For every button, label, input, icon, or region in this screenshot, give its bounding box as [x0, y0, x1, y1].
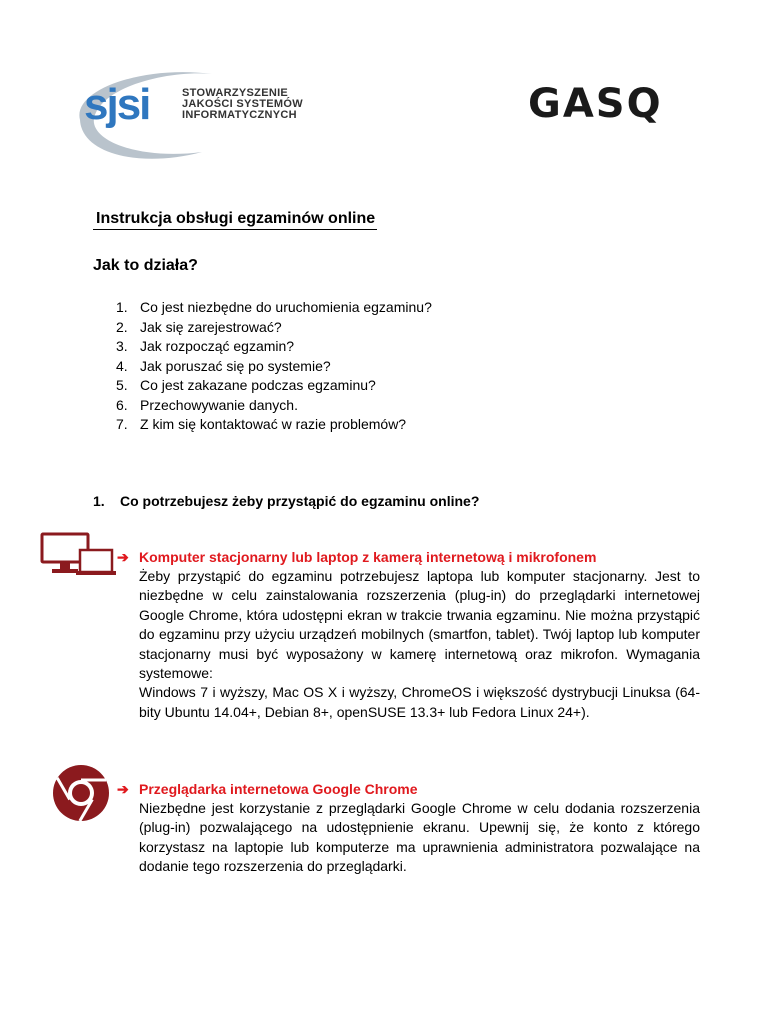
gasq-logo: GASQ — [528, 81, 663, 127]
toc-item-number: 4. — [116, 357, 128, 374]
arrow-icon: ➔ — [117, 781, 129, 797]
toc-item — [116, 415, 432, 435]
toc-item-number: 5. — [116, 377, 128, 393]
question-heading — [93, 492, 479, 510]
toc-item-number: 7. — [116, 416, 128, 432]
toc-item-text: Co jest niezbędne do uruchomienia egzaminu? — [140, 299, 432, 315]
question-number: 1. — [93, 493, 105, 509]
section-title: Komputer stacjonarny lub laptop z kamerą internetową i mikrofonem — [139, 549, 597, 565]
toc-item-text: Przechowywanie danych. — [140, 396, 298, 413]
chrome-icon — [52, 764, 110, 822]
table-of-contents — [116, 298, 432, 435]
toc-item — [116, 396, 432, 416]
toc-item-text: Jak poruszać się po systemie? — [140, 357, 331, 374]
toc-item-text: Jak rozpocząć egzamin? — [140, 338, 295, 354]
toc-item — [116, 376, 432, 396]
sjsi-logo-line: STOWARZYSZENIE — [182, 87, 289, 99]
section-paragraph: Windows 7 i wyższy, Mac OS X i wyższy, ChromeOS i większość dystrybucji Linuksa (64-bity Ubuntu 14.04+, Debian 8+, openSUSE 13.3+ lub Fedora Linux 24+). — [139, 684, 700, 720]
toc-item-text: Z kim się kontaktować w razie problemów? — [140, 416, 407, 432]
section-title: Przeglądarka internetowa Google Chrome — [139, 781, 418, 797]
section-paragraph: Niezbędne jest korzystanie z przeglądarki Google Chrome w celu dodania rozszerzenia (plug-in) pozwalającego na udostępnienie ekranu. Upewnij się, że konto z którego korzystasz na laptopie lub komputerze ma uprawnienia administratora pozwalające na dodanie tego rozszerzenia do przeglądarki. — [139, 800, 700, 875]
sjsi-logo-line: JAKOŚCI SYSTEMÓW — [182, 98, 303, 110]
toc-item — [116, 337, 432, 357]
section-body — [139, 567, 700, 722]
section-heading: Jak to działa? — [93, 257, 198, 274]
desktop-laptop-icon — [40, 532, 118, 576]
toc-item — [116, 298, 432, 318]
toc-item — [116, 357, 432, 377]
sjsi-logo-mark: sjsi — [84, 80, 150, 129]
toc-item-number: 1. — [116, 299, 128, 315]
sjsi-logo-line: INFORMATYCZNYCH — [182, 109, 297, 121]
toc-item-text: Co jest zakazane podczas egzaminu? — [140, 377, 376, 393]
question-text: Co potrzebujesz żeby przystąpić do egzaminu online? — [120, 493, 480, 509]
toc-item-number: 6. — [116, 396, 128, 413]
section-paragraph: Żeby przystąpić do egzaminu potrzebujesz laptopa lub komputer stacjonarny. Jest to niezbędne w celu zainstalowania rozszerzenia (plug-in) do przeglądarki internetowej Google Chrome, która udostępni ekran w trakcie trwania egzaminu. Nie można przystąpić do egzaminu przy użyciu urządzeń mobilnych (smartfon, tablet). Twój laptop lub komputer stacjonarny musi być wyposażony w kamerę internetową oraz mikrofon. Wymagania systemowe: — [139, 568, 700, 682]
toc-item — [116, 318, 432, 338]
section-body — [139, 799, 700, 877]
sjsi-logo-text — [182, 88, 303, 121]
toc-item-number: 3. — [116, 338, 128, 354]
arrow-icon: ➔ — [117, 549, 129, 565]
sjsi-logo — [62, 60, 312, 172]
toc-item-number: 2. — [116, 318, 128, 335]
toc-item-text: Jak się zarejestrować? — [140, 318, 282, 335]
document-title: Instrukcja obsługi egzaminów online — [93, 209, 377, 230]
